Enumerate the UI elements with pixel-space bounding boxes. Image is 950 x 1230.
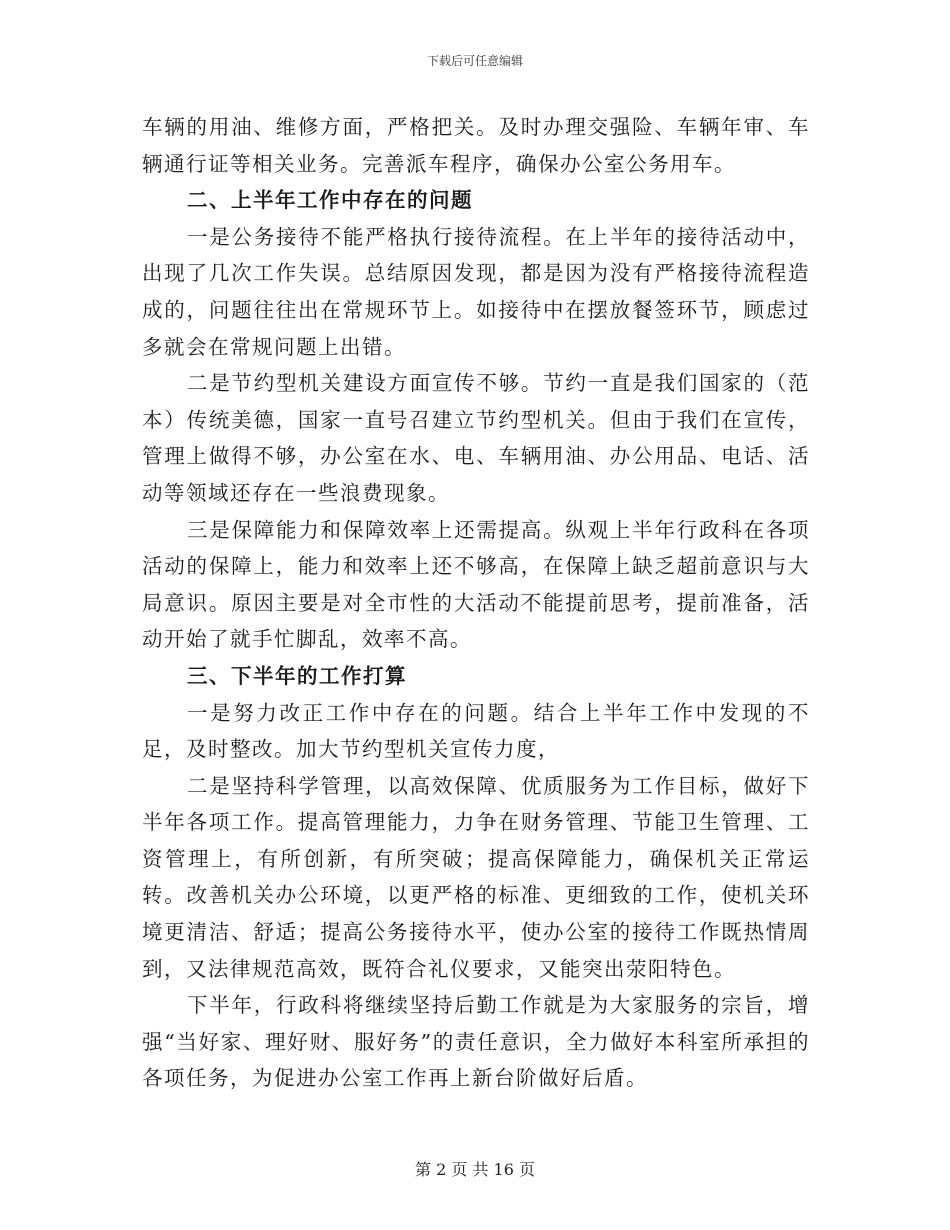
paragraph-conclusion: 下半年，行政科将继续坚持后勤工作就是为大家服务的宗旨，增强“当好家、理好财、服好务”的责任意识，全力做好本科室所承担的各项任务，为促进办公室工作再上新台阶做好后盾。 <box>142 993 810 1091</box>
paragraph-plan-2: 二是坚持科学管理，以高效保障、优质服务为工作目标，做好下半年各项工作。提高管理能力，力争在财务管理、节能卫生管理、工资管理上，有所创新，有所突破；提高保障能力，确保机关正常运转。改善机关办公环境，以更严格的标准、更细致的工作，使机关环境更清洁、舒适；提高公务接待水平，使办公室的接待工作既热情周到，又法律规范高效，既符合礼仪要求，又能突出荥阳特色。 <box>142 773 810 981</box>
page-number: 第 2 页 共 16 页 <box>415 1160 535 1179</box>
paragraph-plan-1: 一是努力改正工作中存在的问题。结合上半年工作中发现的不足，及时整改。加大节约型机关宣传力度， <box>142 700 810 762</box>
paragraph-continuation: 车辆的用油、维修方面，严格把关。及时办理交强险、车辆年审、车辆通行证等相关业务。完善派车程序，确保办公室公务用车。 <box>142 115 810 176</box>
document-body <box>142 109 810 1097</box>
paragraph-problem-2: 二是节约型机关建设方面宣传不够。节约一直是我们国家的（范本）传统美德，国家一直号召建立节约型机关。但由于我们在宣传，管理上做得不够，办公室在水、电、车辆用油、办公用品、电话、活动等领域还存在一些浪费现象。 <box>142 371 810 505</box>
page-header: 下载后可任意编辑 <box>426 54 523 68</box>
section-heading-plans: 三、下半年的工作打算 <box>187 663 407 688</box>
paragraph-problem-3: 三是保障能力和保障效率上还需提高。纵观上半年行政科在各项活动的保障上，能力和效率上还不够高，在保障上缺乏超前意识与大局意识。原因主要是对全市性的大活动不能提前思考，提前准备，活动开始了就手忙脚乱，效率不高。 <box>142 517 810 652</box>
paragraph-problem-1: 一是公务接待不能严格执行接待流程。在上半年的接待活动中，出现了几次工作失误。总结原因发现，都是因为没有严格接待流程造成的，问题往往出在常规环节上。如接待中在摆放餐签环节，顾虑过多就会在常规问题上出错。 <box>142 224 810 359</box>
section-heading-problems: 二、上半年工作中存在的问题 <box>187 188 473 213</box>
